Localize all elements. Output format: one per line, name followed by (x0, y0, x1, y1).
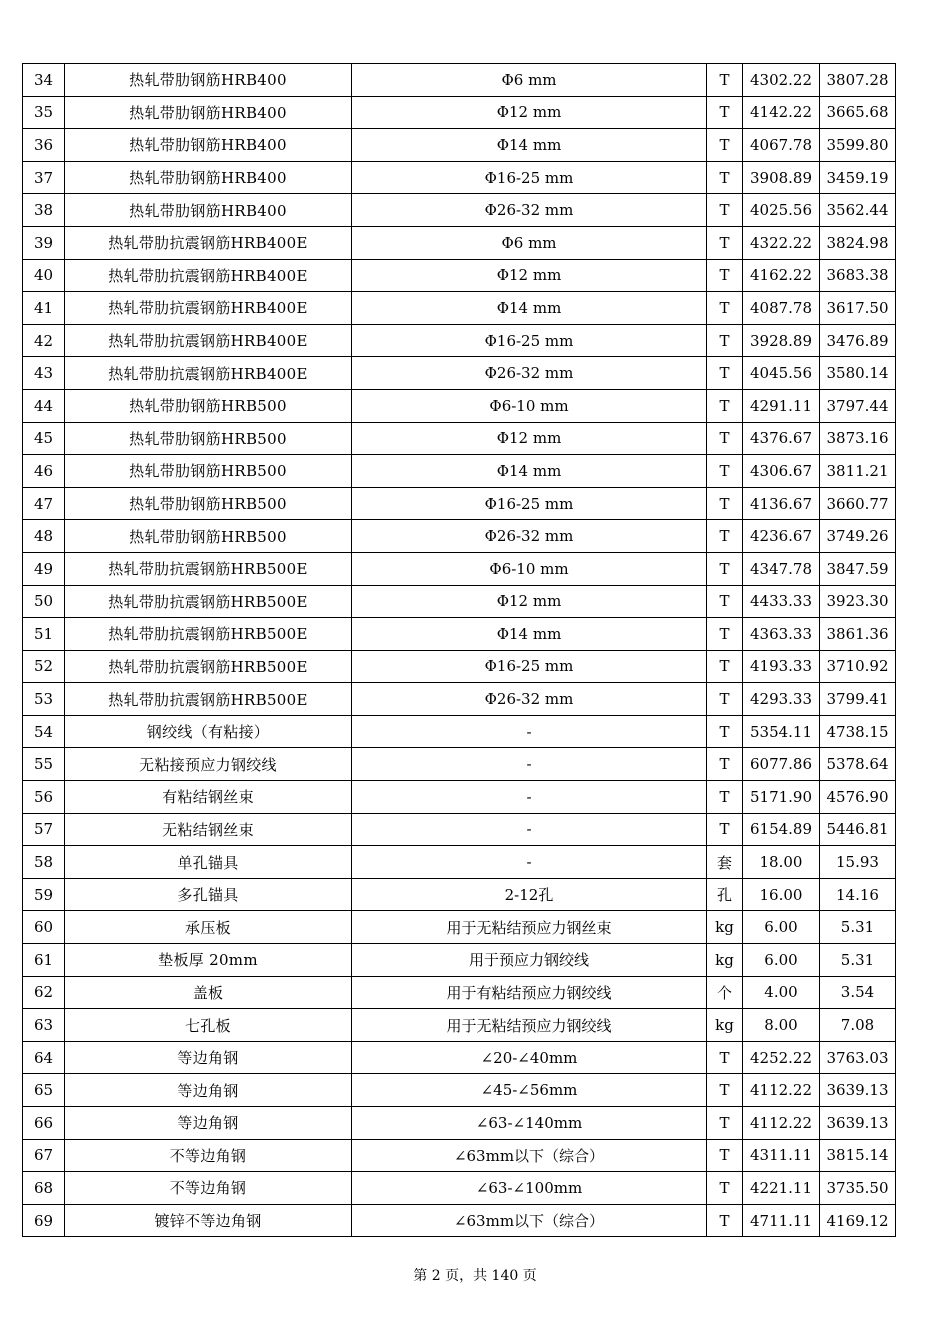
table-row (23, 1107, 896, 1140)
price-without-tax-cell: 3749.26 (820, 520, 896, 553)
row-number-cell: 37 (23, 161, 65, 194)
price-with-tax-cell: 6.00 (743, 911, 820, 944)
price-with-tax-cell: 4221.11 (743, 1172, 820, 1205)
price-without-tax-cell: 3562.44 (820, 194, 896, 227)
price-with-tax-cell: 4067.78 (743, 129, 820, 162)
price-without-tax-cell: 3639.13 (820, 1074, 896, 1107)
unit-cell: T (707, 487, 743, 520)
price-without-tax-cell: 3665.68 (820, 96, 896, 129)
price-table (22, 63, 896, 1237)
table-row (23, 618, 896, 651)
unit-cell: T (707, 748, 743, 781)
row-number-cell: 46 (23, 455, 65, 488)
specification-cell: ∠63mm以下（综合） (352, 1204, 707, 1237)
table-row (23, 585, 896, 618)
specification-cell: ∠63mm以下（综合） (352, 1139, 707, 1172)
specification-cell: Φ26-32 mm (352, 683, 707, 716)
unit-cell: 套 (707, 846, 743, 879)
material-name-cell: 热轧带肋抗震钢筋HRB500E (65, 618, 352, 651)
material-name-cell: 热轧带肋抗震钢筋HRB400E (65, 292, 352, 325)
specification-cell: 2-12孔 (352, 878, 707, 911)
material-name-cell: 七孔板 (65, 1009, 352, 1042)
price-with-tax-cell: 4433.33 (743, 585, 820, 618)
unit-cell: T (707, 781, 743, 814)
price-without-tax-cell: 3811.21 (820, 455, 896, 488)
unit-cell: T (707, 96, 743, 129)
price-with-tax-cell: 4112.22 (743, 1074, 820, 1107)
price-with-tax-cell: 4322.22 (743, 226, 820, 259)
price-without-tax-cell: 7.08 (820, 1009, 896, 1042)
row-number-cell: 36 (23, 129, 65, 162)
specification-cell: Φ14 mm (352, 618, 707, 651)
table-row (23, 357, 896, 390)
material-name-cell: 热轧带肋钢筋HRB500 (65, 389, 352, 422)
row-number-cell: 60 (23, 911, 65, 944)
row-number-cell: 52 (23, 650, 65, 683)
row-number-cell: 39 (23, 226, 65, 259)
specification-cell: - (352, 715, 707, 748)
unit-cell: T (707, 324, 743, 357)
unit-cell: 个 (707, 976, 743, 1009)
specification-cell: Φ26-32 mm (352, 357, 707, 390)
unit-cell: T (707, 455, 743, 488)
unit-cell: T (707, 585, 743, 618)
unit-cell: T (707, 1041, 743, 1074)
unit-cell: T (707, 194, 743, 227)
row-number-cell: 45 (23, 422, 65, 455)
price-without-tax-cell: 3.54 (820, 976, 896, 1009)
material-name-cell: 热轧带肋抗震钢筋HRB500E (65, 552, 352, 585)
material-name-cell: 有粘结钢丝束 (65, 781, 352, 814)
price-without-tax-cell: 3476.89 (820, 324, 896, 357)
price-with-tax-cell: 6.00 (743, 944, 820, 977)
specification-cell: Φ6-10 mm (352, 389, 707, 422)
material-name-cell: 承压板 (65, 911, 352, 944)
specification-cell: Φ16-25 mm (352, 324, 707, 357)
unit-cell: T (707, 357, 743, 390)
price-without-tax-cell: 3824.98 (820, 226, 896, 259)
price-with-tax-cell: 5354.11 (743, 715, 820, 748)
table-row (23, 1204, 896, 1237)
price-without-tax-cell: 3580.14 (820, 357, 896, 390)
specification-cell: Φ16-25 mm (352, 487, 707, 520)
material-name-cell: 等边角钢 (65, 1074, 352, 1107)
unit-cell: T (707, 1172, 743, 1205)
price-without-tax-cell: 5446.81 (820, 813, 896, 846)
price-without-tax-cell: 14.16 (820, 878, 896, 911)
row-number-cell: 64 (23, 1041, 65, 1074)
material-name-cell: 钢绞线（有粘接） (65, 715, 352, 748)
specification-cell: Φ14 mm (352, 129, 707, 162)
material-name-cell: 无粘接预应力钢绞线 (65, 748, 352, 781)
price-with-tax-cell: 4306.67 (743, 455, 820, 488)
table-row (23, 878, 896, 911)
price-with-tax-cell: 4162.22 (743, 259, 820, 292)
material-name-cell: 不等边角钢 (65, 1172, 352, 1205)
specification-cell: 用于无粘结预应力钢绞线 (352, 1009, 707, 1042)
table-row (23, 96, 896, 129)
material-name-cell: 等边角钢 (65, 1041, 352, 1074)
table-row (23, 1009, 896, 1042)
table-row (23, 324, 896, 357)
material-name-cell: 热轧带肋钢筋HRB400 (65, 194, 352, 227)
specification-cell: Φ12 mm (352, 585, 707, 618)
unit-cell: T (707, 292, 743, 325)
price-with-tax-cell: 8.00 (743, 1009, 820, 1042)
unit-cell: T (707, 389, 743, 422)
price-with-tax-cell: 3908.89 (743, 161, 820, 194)
price-without-tax-cell: 4169.12 (820, 1204, 896, 1237)
table-row (23, 259, 896, 292)
specification-cell: - (352, 781, 707, 814)
material-name-cell: 镀锌不等边角钢 (65, 1204, 352, 1237)
table-row (23, 1139, 896, 1172)
table-row (23, 911, 896, 944)
price-without-tax-cell: 3861.36 (820, 618, 896, 651)
price-with-tax-cell: 4291.11 (743, 389, 820, 422)
price-without-tax-cell: 3735.50 (820, 1172, 896, 1205)
price-with-tax-cell: 6077.86 (743, 748, 820, 781)
price-with-tax-cell: 4376.67 (743, 422, 820, 455)
price-without-tax-cell: 3923.30 (820, 585, 896, 618)
specification-cell: ∠63-∠140mm (352, 1107, 707, 1140)
table-row (23, 422, 896, 455)
material-name-cell: 盖板 (65, 976, 352, 1009)
table-row (23, 650, 896, 683)
unit-cell: T (707, 683, 743, 716)
specification-cell: ∠20-∠40mm (352, 1041, 707, 1074)
specification-cell: Φ26-32 mm (352, 194, 707, 227)
table-row (23, 781, 896, 814)
row-number-cell: 50 (23, 585, 65, 618)
price-without-tax-cell: 3599.80 (820, 129, 896, 162)
material-name-cell: 不等边角钢 (65, 1139, 352, 1172)
price-without-tax-cell: 3683.38 (820, 259, 896, 292)
table-row (23, 455, 896, 488)
specification-cell: Φ14 mm (352, 455, 707, 488)
price-without-tax-cell: 3797.44 (820, 389, 896, 422)
price-with-tax-cell: 4025.56 (743, 194, 820, 227)
price-with-tax-cell: 4293.33 (743, 683, 820, 716)
price-with-tax-cell: 4193.33 (743, 650, 820, 683)
table-row (23, 715, 896, 748)
price-with-tax-cell: 18.00 (743, 846, 820, 879)
table-row (23, 194, 896, 227)
row-number-cell: 66 (23, 1107, 65, 1140)
material-name-cell: 热轧带肋抗震钢筋HRB400E (65, 259, 352, 292)
price-with-tax-cell: 5171.90 (743, 781, 820, 814)
specification-cell: Φ6 mm (352, 64, 707, 97)
table-row (23, 552, 896, 585)
row-number-cell: 58 (23, 846, 65, 879)
price-with-tax-cell: 4311.11 (743, 1139, 820, 1172)
specification-cell: Φ12 mm (352, 259, 707, 292)
table-row (23, 1172, 896, 1205)
row-number-cell: 48 (23, 520, 65, 553)
price-without-tax-cell: 5.31 (820, 911, 896, 944)
specification-cell: Φ6 mm (352, 226, 707, 259)
row-number-cell: 44 (23, 389, 65, 422)
price-with-tax-cell: 16.00 (743, 878, 820, 911)
table-row (23, 944, 896, 977)
unit-cell: T (707, 1139, 743, 1172)
row-number-cell: 47 (23, 487, 65, 520)
unit-cell: T (707, 1107, 743, 1140)
row-number-cell: 65 (23, 1074, 65, 1107)
unit-cell: T (707, 259, 743, 292)
table-row (23, 487, 896, 520)
unit-cell: T (707, 161, 743, 194)
specification-cell: 用于有粘结预应力钢绞线 (352, 976, 707, 1009)
price-without-tax-cell: 3815.14 (820, 1139, 896, 1172)
material-name-cell: 热轧带肋钢筋HRB400 (65, 96, 352, 129)
specification-cell: Φ16-25 mm (352, 650, 707, 683)
row-number-cell: 56 (23, 781, 65, 814)
row-number-cell: 51 (23, 618, 65, 651)
material-name-cell: 垫板厚 20mm (65, 944, 352, 977)
price-without-tax-cell: 3763.03 (820, 1041, 896, 1074)
price-with-tax-cell: 4302.22 (743, 64, 820, 97)
row-number-cell: 55 (23, 748, 65, 781)
unit-cell: T (707, 226, 743, 259)
row-number-cell: 63 (23, 1009, 65, 1042)
price-without-tax-cell: 15.93 (820, 846, 896, 879)
price-without-tax-cell: 3710.92 (820, 650, 896, 683)
table-row (23, 520, 896, 553)
price-with-tax-cell: 4142.22 (743, 96, 820, 129)
material-name-cell: 等边角钢 (65, 1107, 352, 1140)
unit-cell: T (707, 552, 743, 585)
price-without-tax-cell: 3660.77 (820, 487, 896, 520)
specification-cell: Φ14 mm (352, 292, 707, 325)
specification-cell: 用于无粘结预应力钢丝束 (352, 911, 707, 944)
unit-cell: kg (707, 1009, 743, 1042)
unit-cell: T (707, 520, 743, 553)
specification-cell: Φ6-10 mm (352, 552, 707, 585)
price-without-tax-cell: 3873.16 (820, 422, 896, 455)
row-number-cell: 54 (23, 715, 65, 748)
material-name-cell: 热轧带肋钢筋HRB500 (65, 422, 352, 455)
unit-cell: T (707, 129, 743, 162)
price-with-tax-cell: 3928.89 (743, 324, 820, 357)
price-without-tax-cell: 3847.59 (820, 552, 896, 585)
row-number-cell: 68 (23, 1172, 65, 1205)
material-name-cell: 热轧带肋抗震钢筋HRB400E (65, 226, 352, 259)
material-name-cell: 热轧带肋钢筋HRB500 (65, 520, 352, 553)
material-name-cell: 热轧带肋抗震钢筋HRB500E (65, 683, 352, 716)
unit-cell: kg (707, 944, 743, 977)
row-number-cell: 35 (23, 96, 65, 129)
price-with-tax-cell: 4136.67 (743, 487, 820, 520)
row-number-cell: 62 (23, 976, 65, 1009)
row-number-cell: 38 (23, 194, 65, 227)
table-row (23, 846, 896, 879)
page-footer: 第 2 页，共 140 页 (413, 1268, 537, 1284)
price-without-tax-cell: 3807.28 (820, 64, 896, 97)
material-name-cell: 热轧带肋钢筋HRB400 (65, 129, 352, 162)
material-name-cell: 热轧带肋钢筋HRB500 (65, 455, 352, 488)
table-row (23, 683, 896, 716)
price-with-tax-cell: 4.00 (743, 976, 820, 1009)
specification-cell: ∠63-∠100mm (352, 1172, 707, 1205)
price-with-tax-cell: 4363.33 (743, 618, 820, 651)
row-number-cell: 61 (23, 944, 65, 977)
table-row (23, 292, 896, 325)
material-name-cell: 热轧带肋抗震钢筋HRB500E (65, 650, 352, 683)
price-without-tax-cell: 4738.15 (820, 715, 896, 748)
table-row (23, 976, 896, 1009)
unit-cell: T (707, 1074, 743, 1107)
material-name-cell: 热轧带肋抗震钢筋HRB400E (65, 357, 352, 390)
unit-cell: T (707, 1204, 743, 1237)
price-with-tax-cell: 6154.89 (743, 813, 820, 846)
price-without-tax-cell: 5.31 (820, 944, 896, 977)
table-row (23, 226, 896, 259)
material-name-cell: 多孔锚具 (65, 878, 352, 911)
price-with-tax-cell: 4087.78 (743, 292, 820, 325)
price-with-tax-cell: 4112.22 (743, 1107, 820, 1140)
specification-cell: Φ12 mm (352, 422, 707, 455)
table-row (23, 161, 896, 194)
price-with-tax-cell: 4711.11 (743, 1204, 820, 1237)
row-number-cell: 53 (23, 683, 65, 716)
row-number-cell: 59 (23, 878, 65, 911)
specification-cell: - (352, 748, 707, 781)
price-without-tax-cell: 3799.41 (820, 683, 896, 716)
material-name-cell: 热轧带肋抗震钢筋HRB400E (65, 324, 352, 357)
price-without-tax-cell: 3459.19 (820, 161, 896, 194)
price-with-tax-cell: 4347.78 (743, 552, 820, 585)
table-row (23, 129, 896, 162)
table-row (23, 389, 896, 422)
unit-cell: T (707, 813, 743, 846)
specification-cell: Φ16-25 mm (352, 161, 707, 194)
row-number-cell: 41 (23, 292, 65, 325)
unit-cell: T (707, 715, 743, 748)
unit-cell: T (707, 64, 743, 97)
table-row (23, 1041, 896, 1074)
specification-cell: Φ12 mm (352, 96, 707, 129)
price-with-tax-cell: 4252.22 (743, 1041, 820, 1074)
specification-cell: 用于预应力钢绞线 (352, 944, 707, 977)
table-row (23, 748, 896, 781)
unit-cell: 孔 (707, 878, 743, 911)
row-number-cell: 42 (23, 324, 65, 357)
row-number-cell: 40 (23, 259, 65, 292)
row-number-cell: 43 (23, 357, 65, 390)
row-number-cell: 49 (23, 552, 65, 585)
row-number-cell: 57 (23, 813, 65, 846)
specification-cell: - (352, 813, 707, 846)
material-name-cell: 单孔锚具 (65, 846, 352, 879)
material-name-cell: 热轧带肋钢筋HRB400 (65, 161, 352, 194)
price-without-tax-cell: 4576.90 (820, 781, 896, 814)
table-row (23, 813, 896, 846)
material-name-cell: 无粘结钢丝束 (65, 813, 352, 846)
unit-cell: T (707, 422, 743, 455)
row-number-cell: 67 (23, 1139, 65, 1172)
material-name-cell: 热轧带肋钢筋HRB500 (65, 487, 352, 520)
price-with-tax-cell: 4045.56 (743, 357, 820, 390)
specification-cell: ∠45-∠56mm (352, 1074, 707, 1107)
price-without-tax-cell: 3617.50 (820, 292, 896, 325)
price-table-body (23, 64, 896, 1237)
unit-cell: T (707, 618, 743, 651)
unit-cell: T (707, 650, 743, 683)
price-without-tax-cell: 3639.13 (820, 1107, 896, 1140)
row-number-cell: 69 (23, 1204, 65, 1237)
unit-cell: kg (707, 911, 743, 944)
material-name-cell: 热轧带肋钢筋HRB400 (65, 64, 352, 97)
specification-cell: - (352, 846, 707, 879)
material-name-cell: 热轧带肋抗震钢筋HRB500E (65, 585, 352, 618)
specification-cell: Φ26-32 mm (352, 520, 707, 553)
price-with-tax-cell: 4236.67 (743, 520, 820, 553)
table-row (23, 1074, 896, 1107)
row-number-cell: 34 (23, 64, 65, 97)
price-without-tax-cell: 5378.64 (820, 748, 896, 781)
table-row (23, 64, 896, 97)
